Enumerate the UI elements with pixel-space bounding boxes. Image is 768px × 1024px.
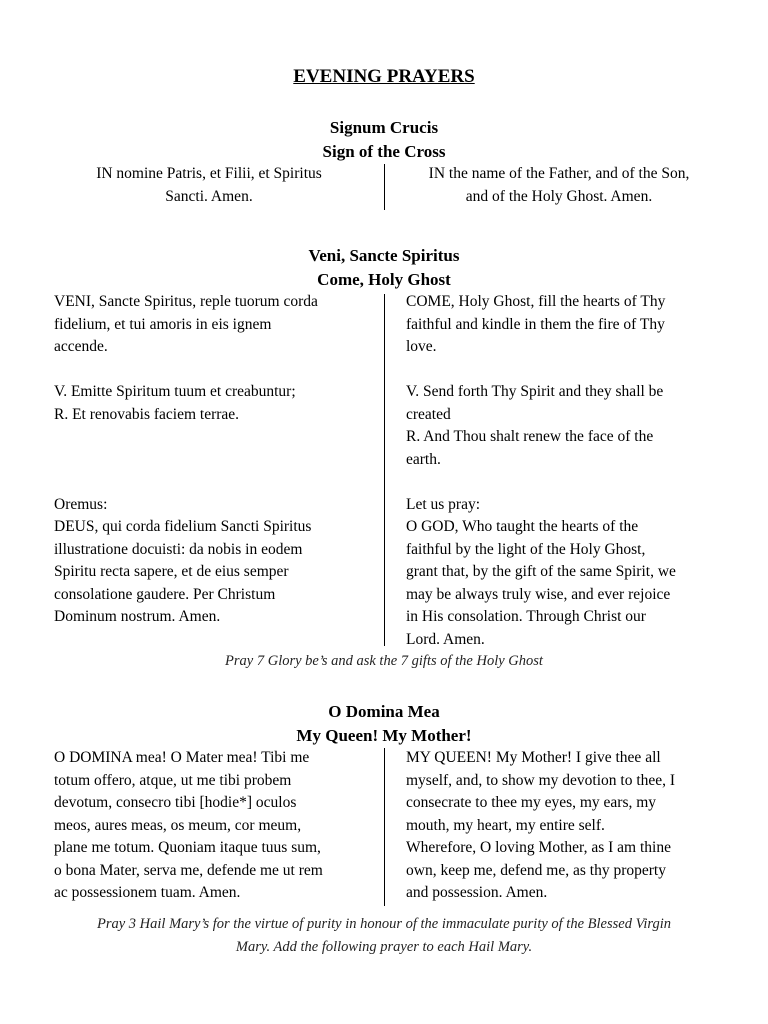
- text-line: totum offero, atque, ut me tibi probem: [54, 771, 292, 789]
- text-line: Lord. Amen.: [406, 630, 485, 648]
- text-line: IN the name of the Father, and of the Son,: [428, 165, 690, 182]
- text-line: IN nomine Patris, et Filii, et Spiritus: [96, 165, 322, 182]
- text-line: myself, and, to show my devotion to thee, I: [406, 771, 676, 789]
- text-line: love.: [406, 338, 437, 355]
- section-title-latin: Signum Crucis: [329, 118, 439, 137]
- text-line: accende.: [54, 338, 108, 355]
- text-line: R. And Thou shalt renew the face of the: [406, 428, 654, 445]
- rubric-line: Pray 3 Hail Mary’s for the virtue of purity in honour of the immaculate purity of the Blessed Virgin: [96, 916, 672, 932]
- text-line: V. Send forth Thy Spirit and they shall be: [406, 383, 664, 400]
- text-line: COME, Holy Ghost, fill the hearts of Thy: [406, 293, 666, 310]
- text-line: consolatione gaudere. Per Christum: [54, 585, 276, 603]
- text-line: Spiritu recta sapere, et de eius semper: [54, 563, 289, 580]
- section-title-latin: Veni, Sancte Spiritus: [308, 246, 460, 265]
- page-title: EVENING PRAYERS: [293, 66, 475, 87]
- text-line: DEUS, qui corda fidelium Sancti Spiritus: [54, 518, 312, 535]
- text-line: grant that, by the gift of the same Spirit, we: [406, 563, 676, 580]
- text-line: faithful by the light of the Holy Ghost,: [406, 540, 646, 558]
- text-line: MY QUEEN! My Mother! I give thee all: [406, 749, 661, 766]
- section-title-latin: O Domina Mea: [328, 702, 440, 721]
- text-line: devotum, consecro tibi [hodie*] oculos: [54, 794, 297, 811]
- text-line: created: [406, 405, 451, 423]
- column-divider: [384, 164, 385, 210]
- text-line: Oremus:: [54, 495, 108, 513]
- rubric-note: [30, 913, 738, 958]
- text-line: R. Et renovabis faciem terrae.: [54, 405, 240, 423]
- text-line: in His consolation. Through Christ our: [406, 608, 646, 625]
- text-line: V. Emitte Spiritum tuum et creabuntur;: [54, 383, 296, 400]
- text-line: mouth, my heart, my entire self.: [406, 816, 605, 834]
- section-title-english: Sign of the Cross: [322, 142, 446, 161]
- text-line: Sancti. Amen.: [165, 187, 253, 205]
- latin-column: [54, 747, 374, 905]
- rubric-note: Pray 7 Glory be’s and ask the 7 gifts of the Holy Ghost: [225, 653, 543, 669]
- text-line: faithful and kindle in them the fire of Thy: [406, 315, 665, 333]
- section-title-english: Come, Holy Ghost: [317, 270, 451, 289]
- text-line: own, keep me, defend me, as thy property: [406, 861, 666, 879]
- text-line: Dominum nostrum. Amen.: [54, 608, 221, 625]
- text-line: may be always truly wise, and ever rejoice: [406, 585, 671, 603]
- column-divider: [384, 294, 385, 646]
- text-line: fidelium, et tui amoris in eis ignem: [54, 315, 272, 333]
- text-line: illustratione docuisti: da nobis in eodem: [54, 540, 303, 558]
- text-line: consecrate to thee my eyes, my ears, my: [406, 794, 657, 811]
- english-column: [406, 747, 726, 905]
- column-divider: [384, 748, 385, 906]
- english-column: [402, 163, 716, 208]
- text-line: meos, aures meas, os meum, cor meum,: [54, 816, 302, 834]
- latin-column: [54, 163, 364, 208]
- text-line: Wherefore, O loving Mother, as I am thine: [406, 839, 671, 856]
- text-line: O GOD, Who taught the hearts of the: [406, 518, 639, 535]
- section-title-english: My Queen! My Mother!: [296, 726, 472, 745]
- text-line: and of the Holy Ghost. Amen.: [465, 187, 653, 205]
- text-line: o bona Mater, serva me, defende me ut rem: [54, 861, 323, 879]
- text-line: and possession. Amen.: [406, 884, 548, 901]
- rubric-line: Mary. Add the following prayer to each Hail Mary.: [235, 938, 533, 955]
- english-column: [406, 291, 726, 651]
- text-line: ac possessionem tuam. Amen.: [54, 884, 241, 901]
- latin-column: [54, 291, 374, 629]
- text-line: Let us pray:: [406, 495, 481, 513]
- text-line: earth.: [406, 450, 441, 468]
- text-line: VENI, Sancte Spiritus, reple tuorum corda: [54, 293, 318, 310]
- text-line: plane me totum. Quoniam itaque tuus sum,: [54, 839, 321, 856]
- text-line: O DOMINA mea! O Mater mea! Tibi me: [54, 749, 310, 766]
